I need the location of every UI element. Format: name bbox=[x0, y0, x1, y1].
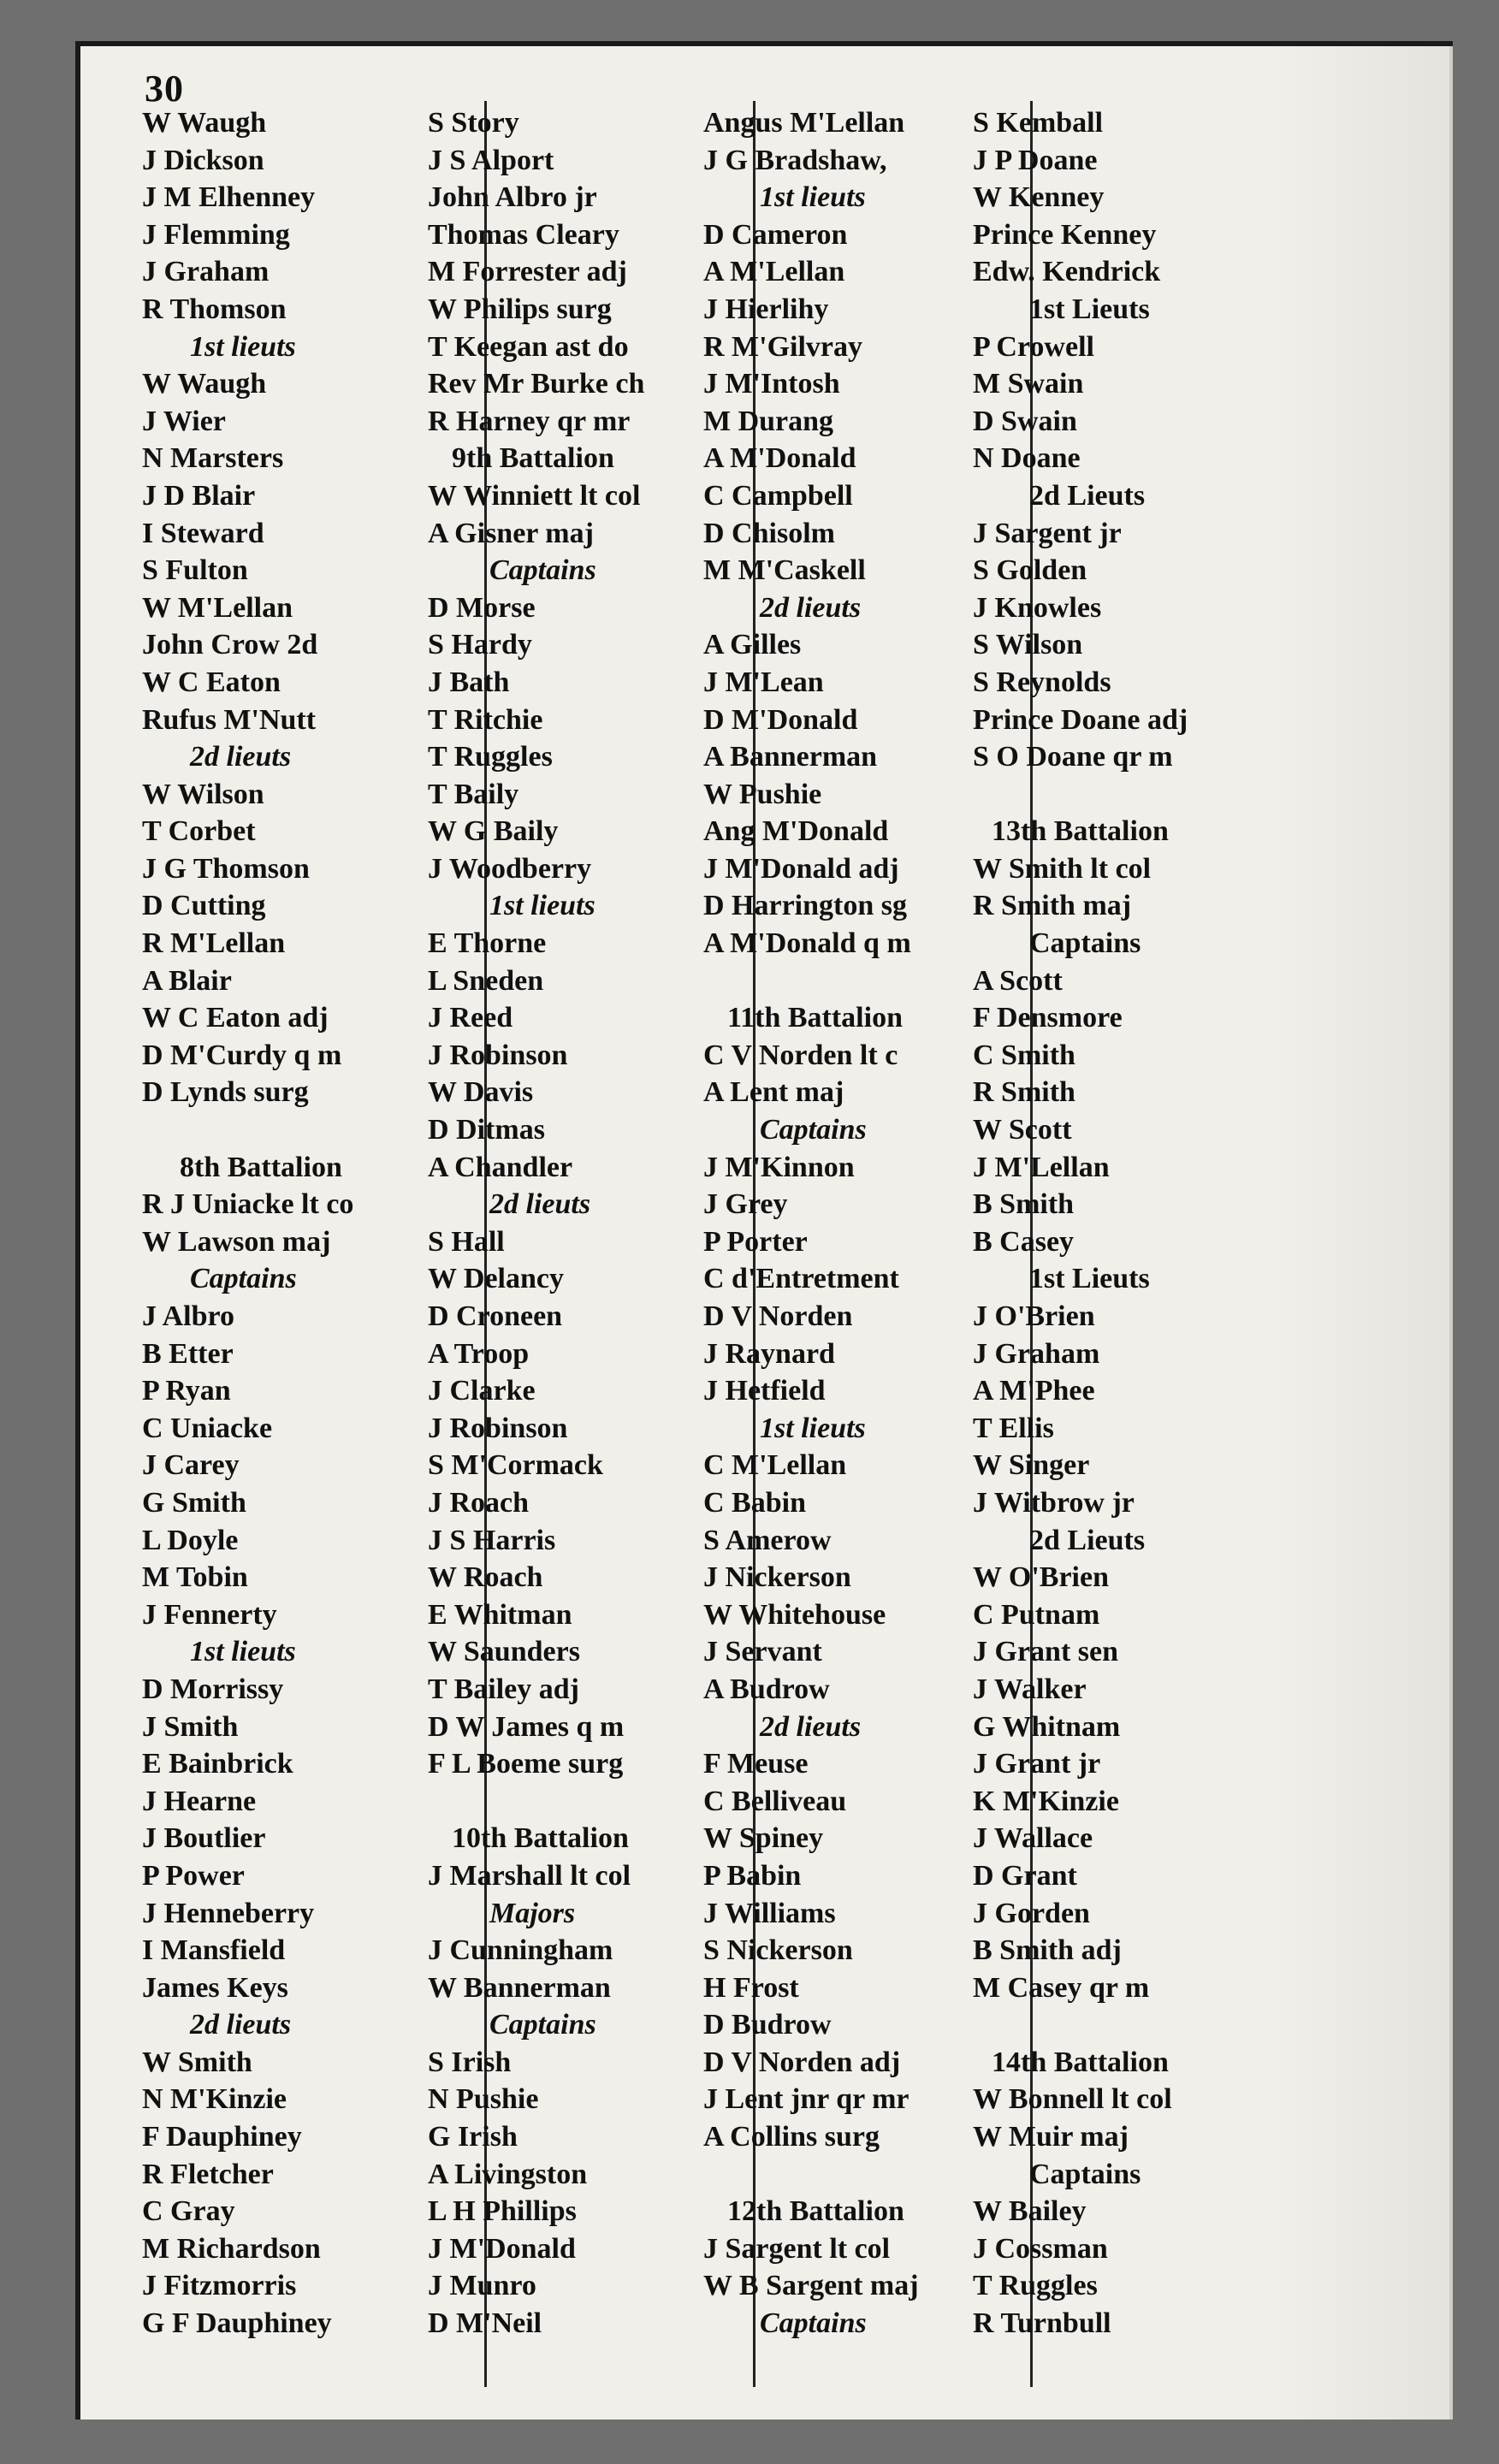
officer-entry: J Sargent jr bbox=[973, 517, 1122, 549]
officer-entry: A M'Lellan bbox=[703, 256, 845, 288]
officer-entry: Angus M'Lellan bbox=[703, 107, 905, 139]
officer-entry: S Fulton bbox=[142, 554, 248, 587]
officer-entry: W Spiney bbox=[703, 1822, 824, 1855]
officer-entry: B Casey bbox=[973, 1225, 1075, 1258]
battalion-heading: 14th Battalion bbox=[992, 2046, 1169, 2078]
roster-column-3 bbox=[696, 104, 979, 2389]
rank-heading: 1st Lieuts bbox=[1029, 293, 1150, 325]
officer-entry: S Amerow bbox=[703, 1524, 832, 1556]
officer-entry: J Clarke bbox=[428, 1375, 536, 1407]
officer-entry: H Frost bbox=[703, 1971, 799, 2004]
officer-entry: W Waugh bbox=[142, 107, 267, 139]
officer-entry: P Ryan bbox=[142, 1375, 231, 1407]
officer-entry: Rufus M'Nutt bbox=[142, 703, 317, 736]
officer-entry: M Richardson bbox=[142, 2232, 321, 2265]
officer-entry: P Crowell bbox=[973, 330, 1094, 363]
officer-entry: K M'Kinzie bbox=[973, 1785, 1119, 1817]
officer-entry: A M'Donald q m bbox=[703, 927, 911, 960]
officer-entry: N M'Kinzie bbox=[142, 2083, 287, 2116]
officer-entry: W C Eaton adj bbox=[142, 1002, 329, 1034]
officer-entry: T Ruggles bbox=[428, 741, 553, 773]
officer-entry: M Tobin bbox=[142, 1561, 248, 1594]
rank-heading: 1st lieuts bbox=[489, 890, 595, 922]
officer-entry: S M'Cormack bbox=[428, 1449, 603, 1482]
officer-entry: L H Phillips bbox=[428, 2195, 577, 2228]
officer-entry: C V Norden lt c bbox=[703, 1039, 898, 1071]
officer-entry: S Hardy bbox=[428, 629, 532, 661]
blank-row bbox=[966, 2006, 1241, 2044]
officer-entry: R Thomson bbox=[142, 293, 287, 325]
officer-entry: J S Harris bbox=[428, 1524, 556, 1556]
officer-entry: D Morse bbox=[428, 591, 536, 624]
officer-entry: D M'Donald bbox=[703, 703, 858, 736]
officer-entry: J Graham bbox=[142, 256, 270, 288]
officer-entry: J Dickson bbox=[142, 144, 264, 176]
officer-entry: D Ditmas bbox=[428, 1114, 545, 1146]
officer-entry: W Bailey bbox=[973, 2195, 1087, 2228]
officer-entry: J O'Brien bbox=[973, 1300, 1095, 1332]
officer-entry: J Servant bbox=[703, 1636, 822, 1668]
officer-entry: P Babin bbox=[703, 1859, 802, 1892]
officer-entry: J Sargent lt col bbox=[703, 2232, 891, 2265]
officer-entry: F Meuse bbox=[703, 1748, 809, 1780]
officer-entry: C Campbell bbox=[703, 479, 853, 512]
officer-entry: M Swain bbox=[973, 368, 1084, 400]
officer-entry: C Putnam bbox=[973, 1598, 1100, 1631]
officer-entry: W Kenney bbox=[973, 181, 1105, 214]
officer-entry: T Ellis bbox=[973, 1412, 1054, 1444]
page-right-edge bbox=[1449, 46, 1453, 2420]
officer-entry: Thomas Cleary bbox=[428, 218, 619, 251]
blank-row bbox=[696, 962, 979, 1000]
officer-entry: N Doane bbox=[973, 442, 1081, 475]
officer-entry: Ang M'Donald bbox=[703, 815, 889, 848]
rank-heading: Captains bbox=[1029, 927, 1141, 960]
page-number: 30 bbox=[145, 68, 184, 110]
officer-entry: J G Thomson bbox=[142, 852, 310, 885]
officer-entry: S Reynolds bbox=[973, 666, 1111, 698]
officer-entry: D M'Curdy q m bbox=[142, 1039, 342, 1071]
officer-entry: J Grant jr bbox=[973, 1748, 1101, 1780]
officer-entry: J Fennerty bbox=[142, 1598, 277, 1631]
officer-entry: D W James q m bbox=[428, 1710, 625, 1743]
officer-entry: S Irish bbox=[428, 2046, 512, 2078]
rank-heading: 2d Lieuts bbox=[1029, 479, 1146, 512]
rank-heading: 2d lieuts bbox=[760, 1710, 862, 1743]
officer-entry: J Wallace bbox=[973, 1822, 1093, 1855]
officer-entry: W B Sargent maj bbox=[703, 2270, 919, 2302]
officer-entry: F L Boeme surg bbox=[428, 1748, 624, 1780]
battalion-heading: 12th Battalion bbox=[727, 2195, 904, 2228]
officer-entry: A Bannerman bbox=[703, 741, 878, 773]
officer-entry: W Lawson maj bbox=[142, 1225, 331, 1258]
officer-entry: J Walker bbox=[973, 1673, 1087, 1705]
officer-entry: W O'Brien bbox=[973, 1561, 1109, 1594]
rank-heading: Captains bbox=[760, 2307, 867, 2340]
officer-entry: Prince Doane adj bbox=[973, 703, 1188, 736]
rank-heading: Majors bbox=[489, 1897, 576, 1929]
blank-row bbox=[966, 776, 1241, 814]
battalion-heading: 13th Battalion bbox=[992, 815, 1169, 848]
officer-entry: S Golden bbox=[973, 554, 1087, 587]
officer-entry: W M'Lellan bbox=[142, 591, 293, 624]
officer-entry: J M'Lean bbox=[703, 666, 824, 698]
rank-heading: 1st Lieuts bbox=[1029, 1263, 1150, 1295]
officer-entry: J Hierlihy bbox=[703, 293, 829, 325]
rank-heading: Captains bbox=[760, 1114, 867, 1146]
officer-entry: D Croneen bbox=[428, 1300, 563, 1332]
officer-entry: S Nickerson bbox=[703, 1934, 853, 1967]
officer-entry: J Knowles bbox=[973, 591, 1102, 624]
officer-entry: S Story bbox=[428, 107, 519, 139]
officer-entry: R M'Gilvray bbox=[703, 330, 863, 363]
officer-entry: J Williams bbox=[703, 1897, 836, 1929]
officer-entry: J S Alport bbox=[428, 144, 554, 176]
officer-entry: T Baily bbox=[428, 778, 519, 810]
rank-heading: 2d lieuts bbox=[190, 741, 292, 773]
officer-entry: J M Elhenney bbox=[142, 181, 316, 214]
officer-entry: M Durang bbox=[703, 405, 834, 437]
officer-entry: C M'Lellan bbox=[703, 1449, 847, 1482]
officer-entry: Edw. Kendrick bbox=[973, 256, 1161, 288]
officer-entry: P Porter bbox=[703, 1225, 808, 1258]
officer-entry: D V Norden adj bbox=[703, 2046, 901, 2078]
officer-entry: J Witbrow jr bbox=[973, 1486, 1135, 1519]
officer-entry: R Fletcher bbox=[142, 2158, 274, 2190]
officer-entry: C Babin bbox=[703, 1486, 806, 1519]
officer-entry: Prince Kenney bbox=[973, 218, 1157, 251]
rank-heading: Captains bbox=[190, 1263, 297, 1295]
rank-heading: 1st lieuts bbox=[190, 1636, 296, 1668]
officer-entry: F Dauphiney bbox=[142, 2121, 302, 2153]
page-shading bbox=[1270, 46, 1449, 2420]
officer-entry: W Wilson bbox=[142, 778, 264, 810]
rank-heading: Captains bbox=[489, 554, 596, 587]
officer-entry: D V Norden bbox=[703, 1300, 853, 1332]
officer-entry: N Pushie bbox=[428, 2083, 539, 2116]
officer-entry: G F Dauphiney bbox=[142, 2307, 332, 2340]
officer-entry: C d'Entretment bbox=[703, 1263, 899, 1295]
rank-heading: 1st lieuts bbox=[760, 181, 866, 214]
officer-entry: J Cossman bbox=[973, 2232, 1108, 2265]
officer-entry: R Turnbull bbox=[973, 2307, 1111, 2340]
officer-entry: D Morrissy bbox=[142, 1673, 284, 1705]
officer-entry: W Delancy bbox=[428, 1263, 564, 1295]
officer-entry: B Smith adj bbox=[973, 1934, 1122, 1967]
officer-entry: J M'Intosh bbox=[703, 368, 840, 400]
officer-entry: J Robinson bbox=[428, 1039, 568, 1071]
officer-entry: W Scott bbox=[973, 1114, 1072, 1146]
officer-entry: W Waugh bbox=[142, 368, 267, 400]
officer-entry: M M'Caskell bbox=[703, 554, 866, 587]
officer-entry: I Steward bbox=[142, 517, 264, 549]
officer-entry: D Chisolm bbox=[703, 517, 835, 549]
officer-entry: J Raynard bbox=[703, 1337, 835, 1370]
officer-entry: J Cunningham bbox=[428, 1934, 613, 1967]
officer-entry: D Lynds surg bbox=[142, 1076, 309, 1109]
officer-entry: D Swain bbox=[973, 405, 1077, 437]
roster-column-4 bbox=[966, 104, 1241, 2389]
rank-heading: 2d Lieuts bbox=[1029, 1524, 1146, 1556]
officer-entry: J M'Donald bbox=[428, 2232, 576, 2265]
officer-entry: W Smith lt col bbox=[973, 852, 1152, 885]
officer-entry: A Collins surg bbox=[703, 2121, 880, 2153]
officer-entry: N Marsters bbox=[142, 442, 284, 475]
officer-entry: W Pushie bbox=[703, 778, 822, 810]
officer-entry: E Whitman bbox=[428, 1598, 572, 1631]
officer-entry: J Graham bbox=[973, 1337, 1100, 1370]
officer-entry: A Blair bbox=[142, 964, 232, 997]
officer-entry: T Ruggles bbox=[973, 2270, 1098, 2302]
officer-entry: A Gilles bbox=[703, 629, 802, 661]
officer-entry: S Wilson bbox=[973, 629, 1083, 661]
officer-entry: R Harney qr mr bbox=[428, 405, 631, 437]
officer-entry: R M'Lellan bbox=[142, 927, 286, 960]
rank-heading: 1st lieuts bbox=[190, 330, 296, 363]
officer-entry: J M'Donald adj bbox=[703, 852, 899, 885]
officer-entry: John Crow 2d bbox=[142, 629, 318, 661]
officer-entry: A Budrow bbox=[703, 1673, 830, 1705]
officer-entry: G Smith bbox=[142, 1486, 246, 1519]
officer-entry: M Forrester adj bbox=[428, 256, 627, 288]
officer-entry: W Whitehouse bbox=[703, 1598, 886, 1631]
rank-heading: 2d lieuts bbox=[760, 591, 862, 624]
officer-entry: J Flemming bbox=[142, 218, 290, 251]
officer-entry: P Power bbox=[142, 1859, 245, 1892]
officer-entry: J Hearne bbox=[142, 1785, 257, 1817]
officer-entry: W Davis bbox=[428, 1076, 534, 1109]
officer-entry: J D Blair bbox=[142, 479, 256, 512]
rank-heading: 2d lieuts bbox=[489, 1188, 591, 1221]
officer-entry: W Bonnell lt col bbox=[973, 2083, 1172, 2116]
officer-entry: R J Uniacke lt co bbox=[142, 1188, 354, 1221]
officer-entry: D Harrington sg bbox=[703, 890, 907, 922]
officer-entry: A Scott bbox=[973, 964, 1063, 997]
officer-entry: J Hetfield bbox=[703, 1375, 826, 1407]
officer-entry: C Smith bbox=[973, 1039, 1075, 1071]
officer-entry: T Keegan ast do bbox=[428, 330, 629, 363]
officer-entry: A Gisner maj bbox=[428, 517, 594, 549]
battalion-heading: 11th Battalion bbox=[727, 1002, 903, 1034]
officer-entry: R Smith bbox=[973, 1076, 1075, 1109]
officer-entry: D Cameron bbox=[703, 218, 848, 251]
officer-entry: J Munro bbox=[428, 2270, 536, 2302]
officer-entry: J G Bradshaw, bbox=[703, 144, 887, 176]
officer-entry: A Livingston bbox=[428, 2158, 588, 2190]
officer-entry: W Roach bbox=[428, 1561, 543, 1594]
officer-entry: G Whitnam bbox=[973, 1710, 1121, 1743]
officer-entry: J M'Lellan bbox=[973, 1151, 1110, 1183]
officer-entry: F Densmore bbox=[973, 1002, 1123, 1034]
officer-entry: James Keys bbox=[142, 1971, 288, 2004]
officer-entry: G Irish bbox=[428, 2121, 518, 2153]
officer-entry: D Grant bbox=[973, 1859, 1077, 1892]
officer-entry: L Sneden bbox=[428, 964, 544, 997]
officer-entry: W Saunders bbox=[428, 1636, 580, 1668]
officer-entry: A Troop bbox=[428, 1337, 530, 1370]
officer-entry: John Albro jr bbox=[428, 181, 597, 214]
rank-heading: Captains bbox=[489, 2009, 596, 2041]
officer-entry: J Carey bbox=[142, 1449, 240, 1482]
officer-entry: Rev Mr Burke ch bbox=[428, 368, 645, 400]
officer-entry: S Hall bbox=[428, 1225, 505, 1258]
officer-entry: A M'Donald bbox=[703, 442, 856, 475]
document-page bbox=[75, 41, 1453, 2420]
officer-entry: D Budrow bbox=[703, 2009, 832, 2041]
officer-entry: W Bannerman bbox=[428, 1971, 611, 2004]
officer-entry: J Nickerson bbox=[703, 1561, 851, 1594]
officer-entry: W Philips surg bbox=[428, 293, 612, 325]
officer-entry: J Albro bbox=[142, 1300, 235, 1332]
officer-entry: T Bailey adj bbox=[428, 1673, 579, 1705]
officer-entry: J Wier bbox=[142, 405, 226, 437]
officer-entry: J Robinson bbox=[428, 1412, 568, 1444]
officer-entry: S Kemball bbox=[973, 107, 1104, 139]
battalion-heading: 10th Battalion bbox=[452, 1822, 629, 1855]
officer-entry: J P Doane bbox=[973, 144, 1098, 176]
officer-entry: D M'Neil bbox=[428, 2307, 542, 2340]
officer-entry: T Corbet bbox=[142, 815, 256, 848]
officer-entry: J Henneberry bbox=[142, 1897, 315, 1929]
officer-entry: W Smith bbox=[142, 2046, 252, 2078]
officer-entry: E Thorne bbox=[428, 927, 547, 960]
rank-heading: 2d lieuts bbox=[190, 2009, 292, 2041]
officer-entry: L Doyle bbox=[142, 1524, 239, 1556]
officer-entry: W Muir maj bbox=[973, 2121, 1129, 2153]
officer-entry: J M'Kinnon bbox=[703, 1151, 855, 1183]
officer-entry: J Grey bbox=[703, 1188, 788, 1221]
officer-entry: R Smith maj bbox=[973, 890, 1132, 922]
officer-entry: J Marshall lt col bbox=[428, 1859, 631, 1892]
officer-entry: J Fitzmorris bbox=[142, 2270, 297, 2302]
officer-entry: J Bath bbox=[428, 666, 510, 698]
officer-entry: D Cutting bbox=[142, 890, 266, 922]
officer-entry: J Grant sen bbox=[973, 1636, 1118, 1668]
officer-entry: A Chandler bbox=[428, 1151, 573, 1183]
officer-entry: B Smith bbox=[973, 1188, 1075, 1221]
officer-entry: C Uniacke bbox=[142, 1412, 273, 1444]
officer-entry: W Singer bbox=[973, 1449, 1090, 1482]
officer-entry: T Ritchie bbox=[428, 703, 543, 736]
officer-entry: C Gray bbox=[142, 2195, 235, 2228]
blank-row bbox=[696, 2156, 979, 2194]
officer-entry: B Etter bbox=[142, 1337, 234, 1370]
officer-entry: W Winniett lt col bbox=[428, 479, 641, 512]
officer-entry: A Lent maj bbox=[703, 1076, 844, 1109]
officer-entry: A M'Phee bbox=[973, 1375, 1095, 1407]
officer-entry: J Boutlier bbox=[142, 1822, 266, 1855]
officer-entry: J Reed bbox=[428, 1002, 513, 1034]
officer-entry: J Roach bbox=[428, 1486, 530, 1519]
rank-heading: Captains bbox=[1029, 2158, 1141, 2190]
officer-entry: S O Doane qr m bbox=[973, 741, 1173, 773]
officer-entry: C Belliveau bbox=[703, 1785, 847, 1817]
officer-entry: W G Baily bbox=[428, 815, 559, 848]
officer-entry: M Casey qr m bbox=[973, 1971, 1150, 2004]
officer-entry: E Bainbrick bbox=[142, 1748, 293, 1780]
battalion-heading: 9th Battalion bbox=[452, 442, 614, 475]
officer-entry: I Mansfield bbox=[142, 1934, 286, 1967]
officer-entry: J Woodberry bbox=[428, 852, 592, 885]
officer-entry: J Gorden bbox=[973, 1897, 1090, 1929]
battalion-heading: 8th Battalion bbox=[180, 1151, 342, 1183]
officer-entry: W C Eaton bbox=[142, 666, 281, 698]
rank-heading: 1st lieuts bbox=[760, 1412, 866, 1444]
officer-entry: J Lent jnr qr mr bbox=[703, 2083, 909, 2116]
officer-entry: J Smith bbox=[142, 1710, 239, 1743]
